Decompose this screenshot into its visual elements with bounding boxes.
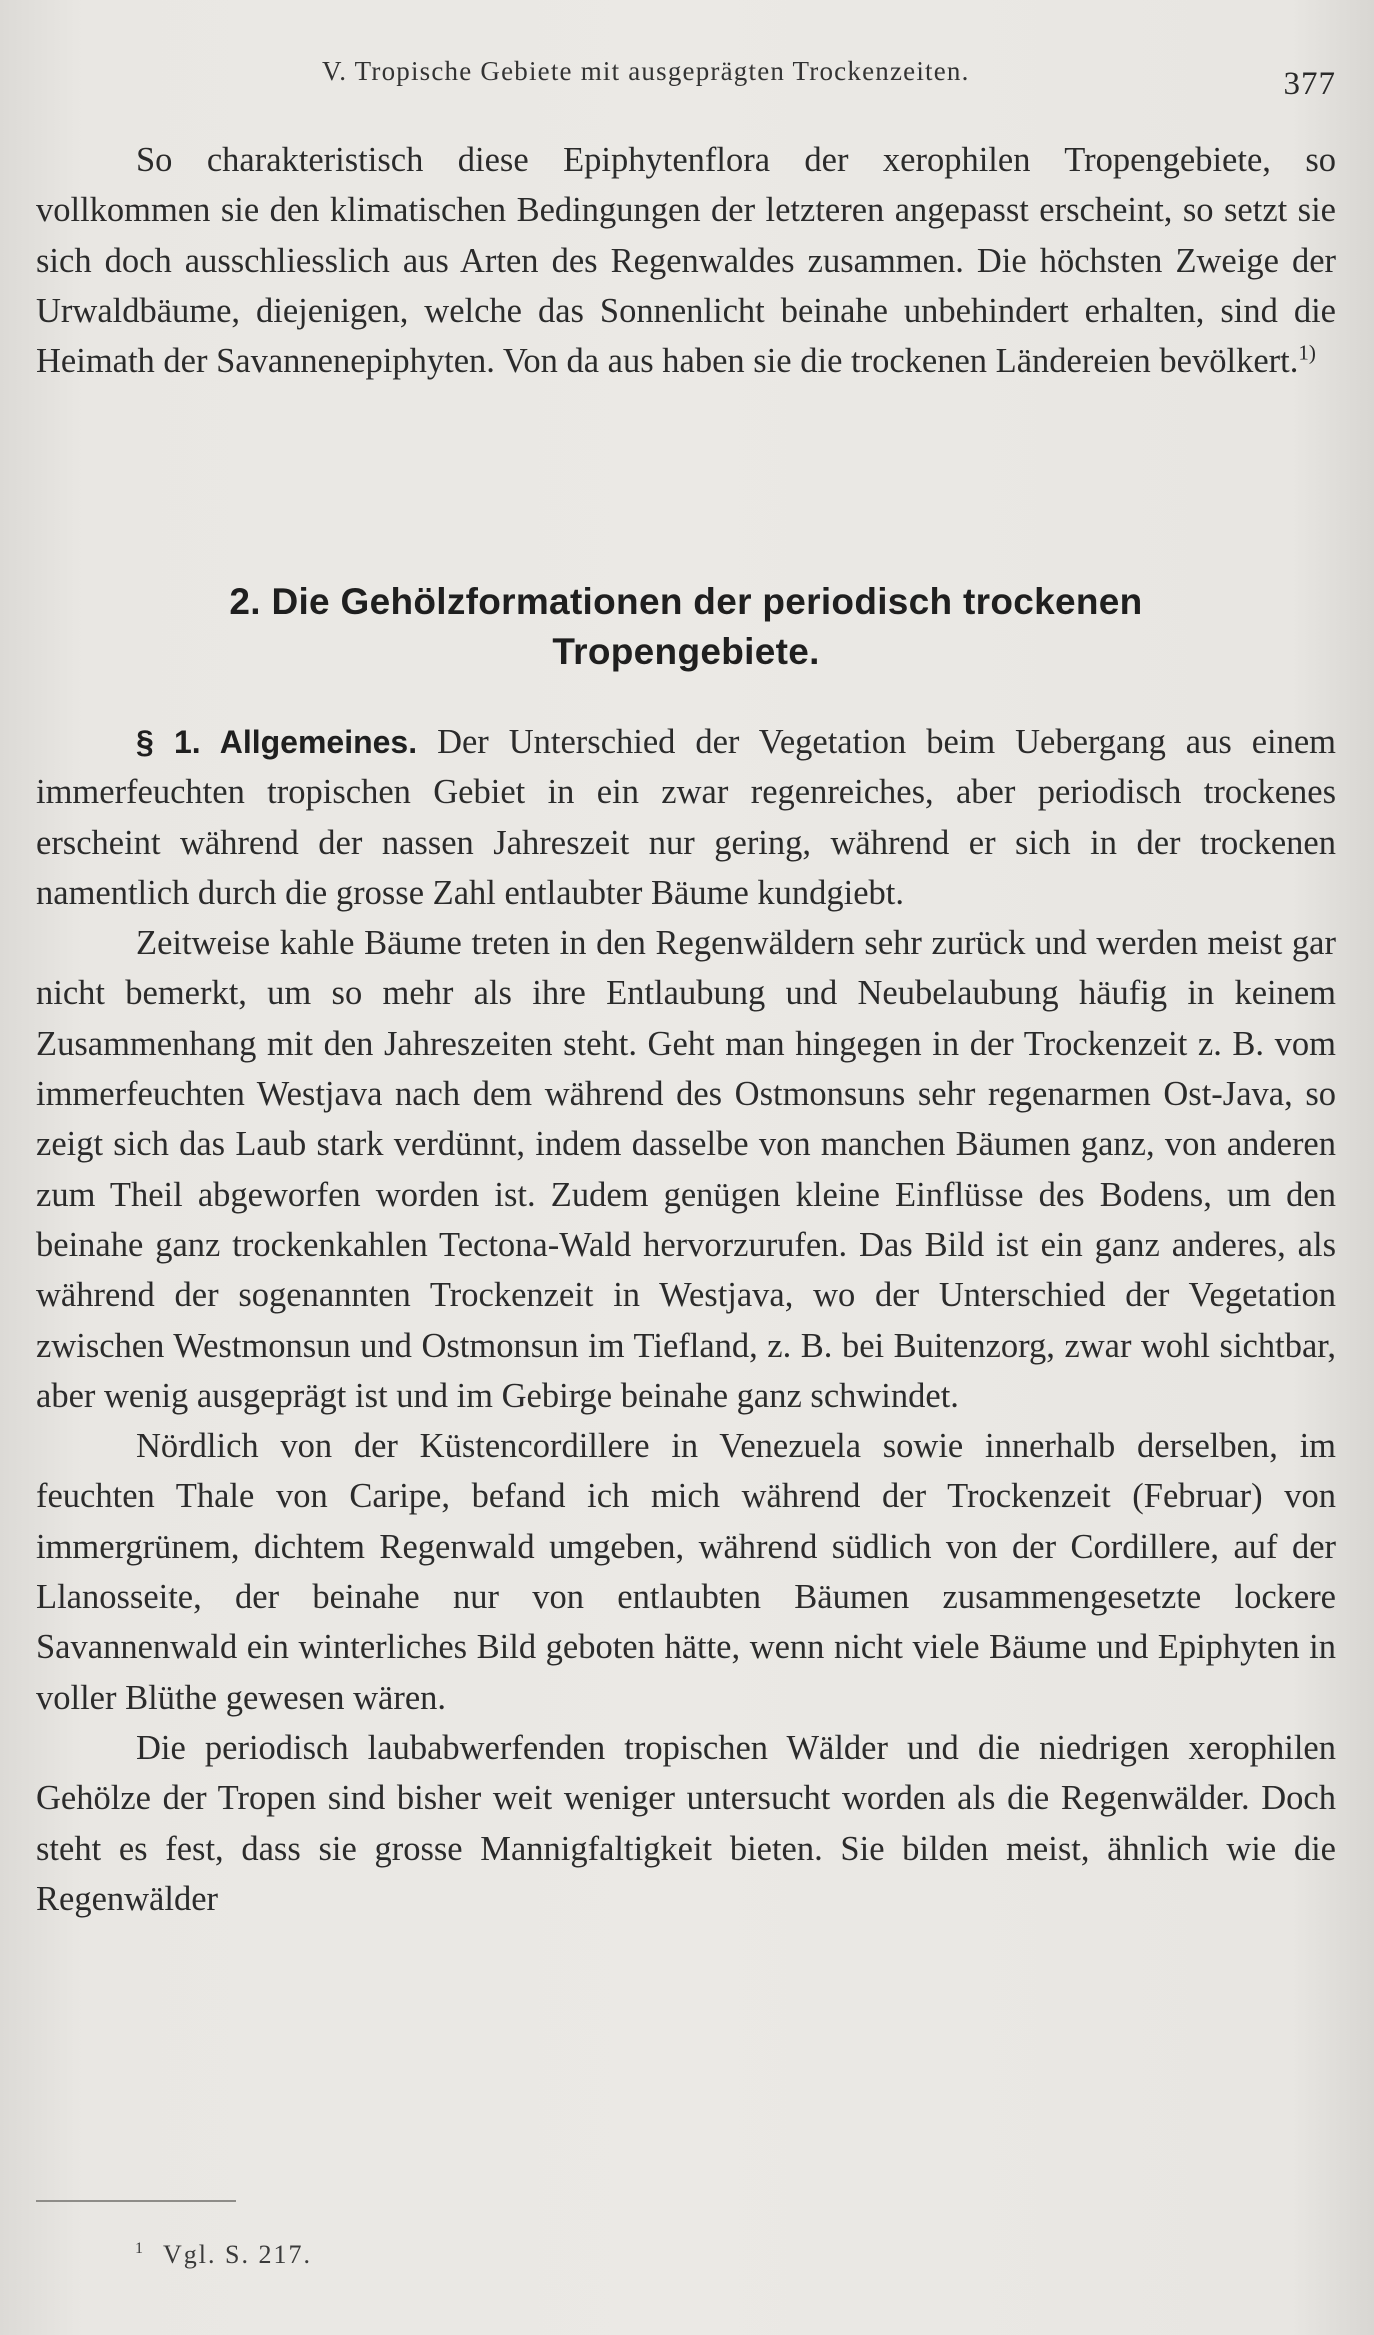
footnote-text: Vgl. S. 217. [163, 2240, 312, 2269]
section-text-block [36, 717, 1336, 1924]
running-head: V. Tropische Gebiete mit ausgeprägten Trockenzeiten. [322, 56, 970, 86]
intro-text-block [36, 135, 1336, 386]
subsection-heading: § 1. Allgemeines. [136, 724, 418, 760]
page-number: 377 [1283, 66, 1336, 102]
subsection-paragraph-1-text: Der Unterschied der Vegetation beim Uebergang aus einem immerfeuchten tropischen Gebiet in ein zwar regenreiches, aber periodisch trockenes erscheint während der nassen Jahreszeit nur gering, während er sich in der trockenen namentlich durch die grosse Zahl entlaubter Bäume kundgiebt. [36, 723, 1337, 912]
page-header [322, 56, 1340, 100]
footnote-mark: 1 [135, 2240, 145, 2258]
section-title [36, 577, 1336, 677]
intro-paragraph [36, 135, 1336, 386]
subsection-paragraph-3: Nördlich von der Küstencordillere in Venezuela sowie innerhalb derselben, im feuchten Thale von Caripe, befand ich mich während der Trockenzeit (Februar) von immergrünem, dichtem Regenwald umgeben, während südlich von der Cordillere, auf der Llanosseite, der beinahe nur von entlaubten Bäumen zusammengesetzte lockere Savannenwald ein winterliches Bild geboten hätte, wenn nicht viele Bäume und Epiphyten in voller Blüthe gewesen wären. [36, 1427, 1336, 1717]
footnote [135, 2240, 312, 2270]
intro-paragraph-text: So charakteristisch diese Epiphytenflora der xerophilen Tropengebiete, so vollkommen sie den klimatischen Bedingungen der letzteren angepasst erscheint, so setzt sie sich doch ausschliesslich aus Arten des Regenwaldes zusammen. Die höchsten Zweige der Urwaldbäume, diejenigen, welche das Sonnenlicht beinahe unbehindert erhalten, sind die Heimath der Savannenepiphyten. Von da aus haben sie die trockenen Ländereien bevölkert. [36, 141, 1336, 381]
footnote-divider [36, 2200, 236, 2202]
subsection-paragraph-4: Die periodisch laubabwerfenden tropischen Wälder und die niedrigen xerophilen Gehölze der Tropen sind bisher weit weniger untersucht worden als die Regenwälder. Doch steht es fest, dass sie grosse Mannigfaltigkeit bieten. Sie bilden meist, ähnlich wie die Regenwälder [36, 1728, 1336, 1918]
footnote-reference: 1) [1298, 340, 1316, 365]
section-title-line-2: Tropengebiete. [552, 631, 820, 672]
section-title-line-1: 2. Die Gehölzformationen der periodisch trockenen [229, 581, 1143, 622]
subsection-paragraph-1 [36, 717, 1336, 918]
subsection-paragraph-2: Zeitweise kahle Bäume treten in den Regenwäldern sehr zurück und werden meist gar nicht bemerkt, um so mehr als ihre Entlaubung und Neubelaubung häufig in keinem Zusammenhang mit den Jahreszeiten steht. Geht man hingegen in der Trockenzeit z. B. vom immerfeuchten Westjava nach dem während des Ostmonsuns sehr regenarmen Ost-Java, so zeigt sich das Laub stark verdünnt, indem dasselbe von manchen Bäumen ganz, von anderen zum Theil abgeworfen worden ist. Zudem genügen kleine Einflüsse des Bodens, um den beinahe ganz trockenkahlen Tectona-Wald hervorzurufen. Das Bild ist ein ganz anderes, als während der sogenannten Trockenzeit in Westjava, wo der Unterschied der Vegetation zwischen Westmonsun und Ostmonsun im Tiefland, z. B. bei Buitenzorg, zwar wohl sichtbar, aber wenig ausgeprägt ist und im Gebirge beinahe ganz schwindet. [36, 924, 1336, 1415]
